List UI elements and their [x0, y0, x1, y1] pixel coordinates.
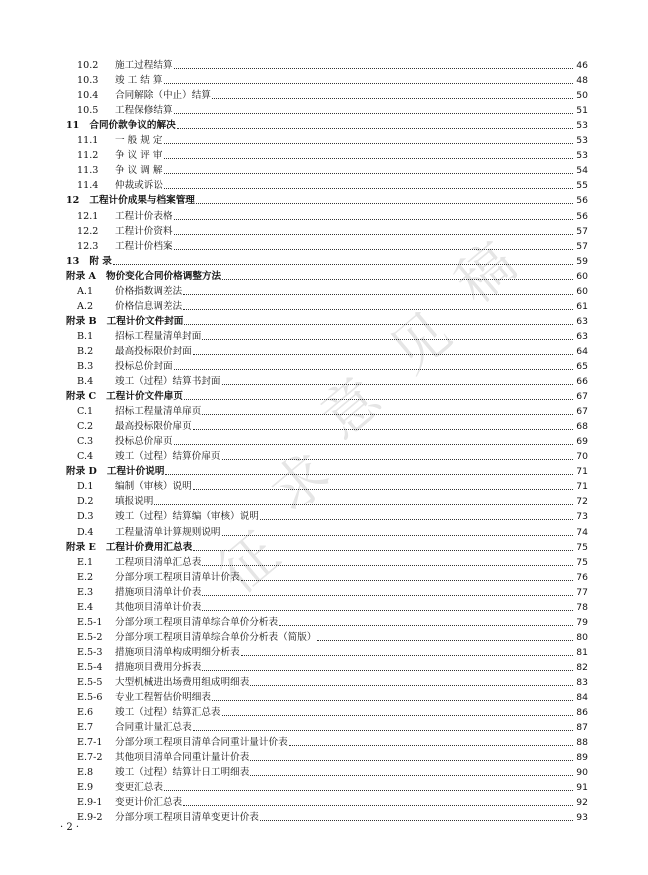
dot-leader — [174, 249, 573, 250]
toc-entry-title: 价格指数调差法 — [115, 285, 183, 297]
toc-entry-page: 60 — [576, 285, 588, 297]
dot-leader — [202, 595, 573, 596]
toc-entry[interactable] — [66, 147, 588, 162]
toc-entry-number: 附录 E — [66, 541, 96, 553]
toc-entry-number: E.6 — [77, 707, 94, 719]
dot-leader — [222, 279, 573, 280]
toc-entry-title: 最高投标限价扉页 — [115, 421, 192, 433]
toc-entry[interactable] — [66, 463, 588, 478]
toc-entry-title: 工程计价资料 — [115, 225, 173, 237]
toc-entry-title: 工程计价费用汇总表 — [105, 541, 193, 553]
dot-leader — [289, 745, 573, 746]
dot-leader — [174, 219, 573, 220]
toc-entry-page: 57 — [576, 225, 588, 237]
toc-entry-title: 附 录 — [89, 255, 112, 267]
toc-entry-page: 75 — [576, 541, 588, 553]
toc-entry-title: 变更汇总表 — [115, 782, 163, 794]
toc-entry-page: 75 — [576, 556, 588, 568]
toc-entry[interactable] — [66, 373, 588, 388]
toc-entry-number: D.3 — [77, 511, 94, 523]
toc-entry-page: 86 — [576, 707, 588, 719]
toc-entry-number: C.2 — [77, 421, 94, 433]
toc-entry-page: 50 — [576, 90, 588, 102]
toc-entry[interactable] — [66, 388, 588, 403]
toc-entry-page: 72 — [576, 496, 588, 508]
toc-entry-title: 投标总价扉页 — [115, 436, 173, 448]
toc-entry-title: 其他项目清单合同重计量计价表 — [115, 752, 250, 764]
toc-entry-page: 93 — [576, 812, 588, 824]
dot-leader — [202, 414, 573, 415]
toc-entry-title: 填报说明 — [115, 496, 154, 508]
toc-entry-title: 工程保修结算 — [115, 105, 173, 117]
toc-entry-page: 53 — [576, 150, 588, 162]
toc-entry-title: 变更计价汇总表 — [115, 797, 183, 809]
toc-entry-number: E.3 — [77, 586, 94, 598]
toc-entry-number: 11.3 — [77, 165, 99, 177]
toc-entry[interactable] — [66, 719, 588, 734]
toc-entry[interactable] — [66, 433, 588, 448]
toc-entry-number: A.1 — [77, 285, 94, 297]
toc-entry-page: 67 — [576, 406, 588, 418]
toc-entry[interactable] — [66, 223, 588, 238]
toc-entry-title: 工程计价档案 — [115, 240, 173, 252]
toc-entry-page: 90 — [576, 767, 588, 779]
table-of-contents — [66, 57, 588, 824]
toc-entry-page: 66 — [576, 376, 588, 388]
toc-entry-number: 11.2 — [77, 150, 99, 162]
toc-entry-number: D.4 — [77, 526, 94, 538]
toc-entry-title: 竣工（过程）结算编（审核）说明 — [115, 511, 259, 523]
toc-entry-number: B.1 — [77, 330, 94, 342]
toc-entry[interactable] — [66, 779, 588, 794]
toc-entry-page: 48 — [576, 75, 588, 87]
toc-entry-number: 10.4 — [77, 90, 99, 102]
toc-entry-title: 物价变化合同价格调整方法 — [105, 270, 222, 282]
toc-entry-number: 附录 A — [66, 270, 96, 282]
dot-leader — [193, 550, 573, 551]
toc-entry-page: 80 — [576, 631, 588, 643]
toc-entry-title: 一 般 规 定 — [115, 135, 163, 147]
toc-entry-title: 分部分项工程项目清单综合单价分析表 — [115, 616, 279, 628]
toc-entry-title: 竣工（过程）结算价扉页 — [115, 451, 221, 463]
toc-entry-page: 77 — [576, 586, 588, 598]
toc-entry-page: 68 — [576, 421, 588, 433]
toc-entry[interactable] — [66, 674, 588, 689]
toc-entry-page: 59 — [576, 255, 588, 267]
toc-entry[interactable] — [66, 644, 588, 659]
toc-entry[interactable] — [66, 554, 588, 569]
dot-leader — [241, 655, 573, 656]
dot-leader — [212, 700, 573, 701]
toc-entry[interactable] — [66, 358, 588, 373]
toc-entry-number: 11.4 — [77, 180, 99, 192]
toc-entry-page: 91 — [576, 782, 588, 794]
toc-entry-number: C.1 — [77, 406, 94, 418]
toc-entry-number: 12.2 — [77, 225, 99, 237]
toc-entry[interactable] — [66, 313, 588, 328]
toc-entry-title: 专业工程暂估价明细表 — [115, 692, 211, 704]
toc-entry-title: 最高投标限价封面 — [115, 345, 192, 357]
dot-leader — [250, 685, 573, 686]
toc-entry-title: 竣工（过程）结算汇总表 — [115, 707, 221, 719]
toc-entry-number: E.5-1 — [77, 616, 103, 628]
toc-entry[interactable] — [66, 584, 588, 599]
toc-entry-title: 措施项目清单构成明细分析表 — [115, 646, 240, 658]
toc-entry-number: E.7 — [77, 722, 94, 734]
toc-entry-title: 投标总价封面 — [115, 360, 173, 372]
toc-entry-number: E.7-1 — [77, 737, 103, 749]
toc-entry-number: 11 — [66, 120, 80, 132]
toc-entry-page: 67 — [576, 391, 588, 403]
dot-leader — [202, 339, 573, 340]
toc-entry-number: E.5-6 — [77, 692, 103, 704]
toc-entry-title: 工程计价说明 — [106, 466, 165, 478]
toc-entry-page: 83 — [576, 676, 588, 688]
dot-leader — [202, 670, 573, 671]
toc-entry-page: 51 — [576, 105, 588, 117]
toc-entry[interactable] — [66, 207, 588, 222]
toc-entry[interactable] — [66, 268, 588, 283]
dot-leader — [196, 203, 573, 204]
toc-entry-page: 54 — [576, 165, 588, 177]
toc-entry-title: 措施项目清单计价表 — [115, 586, 202, 598]
toc-entry-page: 53 — [576, 135, 588, 147]
dot-leader — [174, 369, 573, 370]
dot-leader — [202, 610, 573, 611]
toc-entry-title: 争 议 评 审 — [115, 150, 163, 162]
toc-entry[interactable] — [66, 192, 588, 207]
toc-entry-number: 10.2 — [77, 60, 99, 72]
toc-entry-number: E.1 — [77, 556, 94, 568]
toc-entry-number: B.4 — [77, 376, 94, 388]
page-number: · 2 · — [60, 822, 80, 833]
dot-leader — [193, 429, 573, 430]
watermark-char: 意 — [308, 365, 394, 452]
toc-entry-page: 81 — [576, 646, 588, 658]
dot-leader — [193, 489, 573, 490]
toc-entry-number: 13 — [66, 255, 80, 267]
toc-entry-title: 工程量清单计算规则说明 — [115, 526, 221, 538]
dot-leader — [113, 264, 573, 265]
dot-leader — [260, 519, 573, 520]
toc-entry[interactable] — [66, 117, 588, 132]
toc-entry[interactable] — [66, 659, 588, 674]
toc-entry-title: 价格信息调差法 — [115, 300, 183, 312]
dot-leader — [164, 83, 573, 84]
toc-entry-title: 招标工程量清单扉页 — [115, 406, 202, 418]
dot-leader — [183, 805, 573, 806]
dot-leader — [279, 625, 573, 626]
toc-entry-title: 分部分项工程项目清单合同重计量计价表 — [115, 737, 288, 749]
toc-entry-number: E.4 — [77, 601, 94, 613]
dot-leader — [250, 775, 573, 776]
toc-entry[interactable] — [66, 162, 588, 177]
dot-leader — [164, 173, 573, 174]
toc-entry-number: 附录 D — [66, 466, 97, 478]
toc-entry-title: 仲裁或诉讼 — [115, 180, 163, 192]
toc-entry-page: 92 — [576, 797, 588, 809]
toc-entry-title: 招标工程量清单封面 — [115, 330, 202, 342]
toc-entry[interactable] — [66, 794, 588, 809]
dot-leader — [174, 444, 573, 445]
dot-leader — [177, 128, 573, 129]
dot-leader — [184, 399, 573, 400]
toc-entry-page: 55 — [576, 180, 588, 192]
toc-entry-page: 82 — [576, 661, 588, 673]
toc-entry[interactable] — [66, 539, 588, 554]
toc-entry-page: 71 — [576, 466, 588, 478]
toc-entry-number: E.2 — [77, 571, 94, 583]
dot-leader — [222, 715, 573, 716]
toc-entry[interactable] — [66, 749, 588, 764]
toc-entry-title: 合同价款争议的解决 — [89, 120, 176, 132]
toc-entry-page: 70 — [576, 451, 588, 463]
dot-leader — [184, 324, 573, 325]
toc-entry-number: 10.5 — [77, 105, 99, 117]
toc-entry-number: B.3 — [77, 360, 94, 372]
toc-entry-number: 11.1 — [77, 135, 99, 147]
toc-entry-title: 措施项目费用分拆表 — [115, 661, 202, 673]
toc-entry-number: D.2 — [77, 496, 94, 508]
toc-entry-page: 63 — [576, 315, 588, 327]
toc-entry[interactable] — [66, 508, 588, 523]
dot-leader — [154, 504, 573, 505]
toc-entry[interactable] — [66, 599, 588, 614]
dot-leader — [174, 234, 573, 235]
dot-leader — [250, 760, 573, 761]
dot-leader — [317, 640, 573, 641]
watermark-char: 求 — [258, 440, 344, 527]
toc-entry[interactable] — [66, 629, 588, 644]
toc-entry[interactable] — [66, 569, 588, 584]
toc-entry-page: 87 — [576, 722, 588, 734]
toc-entry-page: 56 — [576, 195, 588, 207]
toc-entry[interactable] — [66, 689, 588, 704]
toc-entry[interactable] — [66, 87, 588, 102]
toc-entry[interactable] — [66, 132, 588, 147]
toc-entry[interactable] — [66, 72, 588, 87]
toc-entry-number: 12.3 — [77, 240, 99, 252]
toc-entry[interactable] — [66, 57, 588, 72]
toc-entry-number: E.9 — [77, 782, 94, 794]
toc-entry-page: 78 — [576, 601, 588, 613]
toc-entry[interactable] — [66, 418, 588, 433]
watermark-char: 征 — [206, 520, 292, 607]
toc-entry-number: E.5-3 — [77, 646, 103, 658]
toc-entry[interactable] — [66, 764, 588, 779]
dot-leader — [222, 535, 573, 536]
toc-entry[interactable] — [66, 734, 588, 749]
dot-leader — [183, 309, 573, 310]
toc-entry[interactable] — [66, 809, 588, 824]
toc-entry-page: 63 — [576, 330, 588, 342]
toc-entry-number: 附录 B — [66, 315, 97, 327]
toc-entry-page: 88 — [576, 737, 588, 749]
toc-entry[interactable] — [66, 614, 588, 629]
toc-entry-title: 工程计价表格 — [115, 210, 173, 222]
toc-entry-page: 76 — [576, 571, 588, 583]
toc-entry-page: 56 — [576, 210, 588, 222]
toc-entry-title: 分部分项工程项目清单计价表 — [115, 571, 240, 583]
toc-entry[interactable] — [66, 493, 588, 508]
toc-entry-title: 工程计价成果与档案管理 — [89, 195, 195, 207]
watermark-char: 见 — [378, 300, 464, 387]
dot-leader — [212, 98, 573, 99]
toc-entry-number: 附录 C — [66, 391, 97, 403]
toc-entry-title: 竣 工 结 算 — [115, 75, 163, 87]
toc-entry[interactable] — [66, 523, 588, 538]
dot-leader — [193, 730, 573, 731]
toc-entry[interactable] — [66, 704, 588, 719]
toc-entry[interactable] — [66, 448, 588, 463]
toc-entry-number: E.9-1 — [77, 797, 103, 809]
toc-entry-number: C.4 — [77, 451, 94, 463]
toc-entry-title: 工程计价文件封面 — [106, 315, 184, 327]
dot-leader — [174, 113, 573, 114]
toc-entry[interactable] — [66, 283, 588, 298]
dot-leader — [164, 790, 573, 791]
watermark-char: 稿 — [443, 230, 529, 317]
toc-entry-page: 74 — [576, 526, 588, 538]
toc-entry-number: 10.3 — [77, 75, 99, 87]
dot-leader — [164, 188, 573, 189]
toc-entry-number: B.2 — [77, 345, 94, 357]
toc-entry-title: 其他项目清单计价表 — [115, 601, 202, 613]
toc-entry-page: 65 — [576, 360, 588, 372]
toc-entry-title: 竣工（过程）结算计日工明细表 — [115, 767, 250, 779]
toc-entry-title: 工程计价文件扉页 — [106, 391, 183, 403]
dot-leader — [165, 474, 573, 475]
dot-leader — [193, 354, 573, 355]
toc-entry-number: 12.1 — [77, 210, 99, 222]
toc-entry-number: C.3 — [77, 436, 94, 448]
toc-entry-title: 竣工（过程）结算书封面 — [115, 376, 221, 388]
toc-entry-page: 53 — [576, 120, 588, 132]
toc-entry-number: A.2 — [77, 300, 94, 312]
toc-entry-number: E.5-5 — [77, 676, 103, 688]
toc-entry-page: 89 — [576, 752, 588, 764]
dot-leader — [202, 565, 573, 566]
dot-leader — [241, 580, 573, 581]
dot-leader — [222, 384, 573, 385]
toc-entry-page: 57 — [576, 240, 588, 252]
toc-entry-page: 64 — [576, 345, 588, 357]
toc-entry-page: 73 — [576, 511, 588, 523]
toc-entry[interactable] — [66, 343, 588, 358]
toc-entry-title: 分部分项工程项目清单变更计价表 — [115, 812, 259, 824]
dot-leader — [164, 143, 573, 144]
toc-entry-page: 60 — [576, 270, 588, 282]
toc-entry-number: 12 — [66, 195, 80, 207]
toc-entry[interactable] — [66, 253, 588, 268]
toc-entry-title: 编制（审核）说明 — [115, 481, 192, 493]
toc-entry-page: 69 — [576, 436, 588, 448]
toc-entry[interactable] — [66, 102, 588, 117]
dot-leader — [222, 459, 573, 460]
toc-entry-number: E.9-2 — [77, 812, 103, 824]
dot-leader — [174, 68, 573, 69]
toc-entry[interactable] — [66, 478, 588, 493]
toc-entry-title: 施工过程结算 — [115, 60, 173, 72]
toc-entry-title: 工程项目清单汇总表 — [115, 556, 202, 568]
toc-entry-title: 合同解除（中止）结算 — [115, 90, 211, 102]
toc-entry[interactable] — [66, 177, 588, 192]
toc-entry-number: E.8 — [77, 767, 94, 779]
dot-leader — [183, 294, 573, 295]
toc-entry-number: E.7-2 — [77, 752, 103, 764]
toc-entry-title: 争 议 调 解 — [115, 165, 163, 177]
toc-entry-page: 71 — [576, 481, 588, 493]
toc-entry-title: 大型机械进出场费用组成明细表 — [115, 676, 250, 688]
dot-leader — [260, 820, 573, 821]
dot-leader — [164, 158, 573, 159]
toc-entry-title: 分部分项工程项目清单综合单价分析表（简版） — [115, 631, 317, 643]
toc-entry-title: 合同重计量汇总表 — [115, 722, 192, 734]
toc-entry[interactable] — [66, 238, 588, 253]
toc-entry-number: E.5-4 — [77, 661, 103, 673]
toc-entry-page: 79 — [576, 616, 588, 628]
toc-entry-number: D.1 — [77, 481, 94, 493]
toc-entry[interactable] — [66, 298, 588, 313]
toc-entry-page: 46 — [576, 60, 588, 72]
toc-entry-page: 84 — [576, 692, 588, 704]
toc-entry-number: E.5-2 — [77, 631, 103, 643]
toc-entry-page: 61 — [576, 300, 588, 312]
toc-entry[interactable] — [66, 403, 588, 418]
toc-entry[interactable] — [66, 328, 588, 343]
